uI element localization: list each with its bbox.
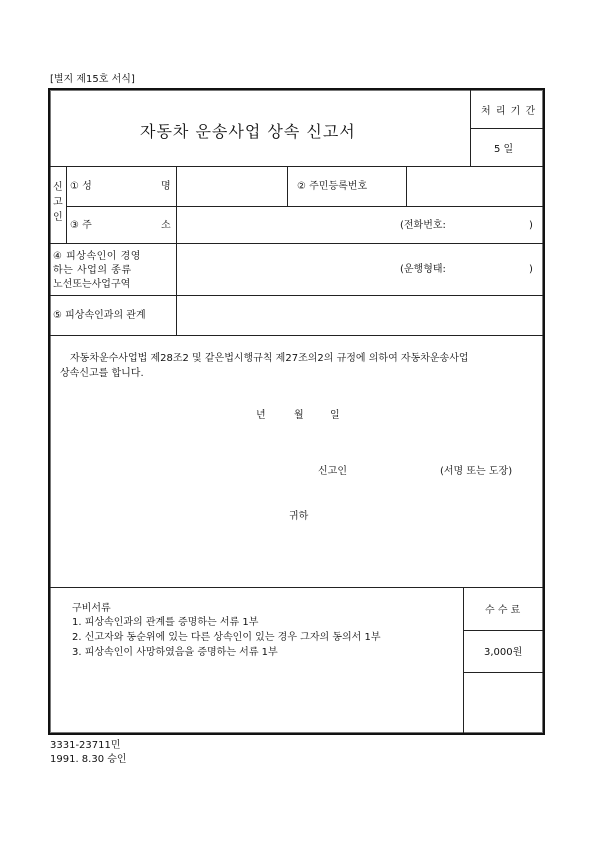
row-line: [66, 206, 543, 207]
footer-approval: 1991. 8.30 승인: [50, 754, 127, 765]
fee-divider: [463, 587, 464, 733]
applicant-group-char: 고: [53, 197, 63, 208]
fee-row-line: [463, 630, 543, 631]
date-day: 일: [330, 410, 340, 421]
signer-label: 신고인: [318, 466, 347, 477]
document-item: 3. 피상속인이 사망하였음을 증명하는 서류 1부: [72, 647, 278, 658]
form-number-label: [별지 제15호 서식]: [50, 74, 135, 85]
relation-label: ⑤ 피상속인과의 관계: [53, 310, 146, 321]
row-line: [50, 243, 543, 244]
processing-period-value: 5 일: [494, 144, 514, 155]
phone-close: ): [529, 220, 533, 231]
fee-value: 3,000원: [484, 647, 523, 658]
address-label: ③ 주: [70, 220, 92, 231]
date-month: 월: [294, 410, 304, 421]
name-label: ① 성: [70, 181, 92, 192]
relation-field[interactable]: [178, 297, 541, 333]
document-item: 1. 피상속인과의 관계를 증명하는 서류 1부: [72, 617, 259, 628]
footer-code: 3331-23711민: [50, 740, 121, 751]
documents-heading: 구비서류: [72, 603, 111, 614]
document-item: 2. 신고자와 동순위에 있는 다른 상속인이 있는 경우 그자의 동의서 1부: [72, 632, 381, 643]
business-label-line: 노선또는사업구역: [53, 279, 131, 290]
name-label-end: 명: [161, 181, 171, 192]
business-label-line: ④ 피상속인이 경영: [53, 251, 141, 262]
business-label-line: 하는 사업의 종류: [53, 265, 132, 276]
form-title: 자동차 운송사업 상속 신고서: [140, 122, 356, 141]
row-line: [50, 335, 543, 336]
signature-placeholder: (서명 또는 도장): [440, 466, 513, 477]
phone-label: (전화번호:: [400, 220, 446, 231]
address-label-end: 소: [161, 220, 171, 231]
applicant-group-char: 인: [53, 212, 63, 223]
rrn-divider-left: [287, 166, 288, 206]
processing-period-label: 처 리 기 간: [481, 106, 537, 117]
date-year: 년: [256, 410, 266, 421]
declaration-line: 상속신고를 합니다.: [60, 368, 144, 379]
fee-label: 수 수 료: [485, 605, 521, 616]
rrn-field[interactable]: [408, 168, 541, 204]
fee-row-line: [463, 672, 543, 673]
rrn-divider-right: [406, 166, 407, 206]
row-line: [50, 166, 543, 167]
name-field[interactable]: [178, 168, 285, 204]
business-field[interactable]: [178, 245, 541, 293]
declaration-line: 자동차운수사업법 제28조2 및 같은법시행규칙 제27조의2의 규정에 의하여 자동차운송사업: [70, 353, 469, 364]
applicant-group-char: 신: [53, 182, 63, 193]
row-line: [50, 587, 543, 588]
applicant-group-divider: [66, 166, 67, 243]
label-column-divider: [176, 166, 177, 335]
rrn-label: ② 주민등록번호: [297, 181, 368, 192]
address-field[interactable]: [178, 208, 541, 242]
recipient-label: 귀하: [289, 511, 309, 522]
operation-type-label: (운행형태:: [400, 264, 446, 275]
row-line: [50, 295, 543, 296]
processing-divider: [470, 128, 543, 129]
operation-type-close: ): [529, 264, 533, 275]
